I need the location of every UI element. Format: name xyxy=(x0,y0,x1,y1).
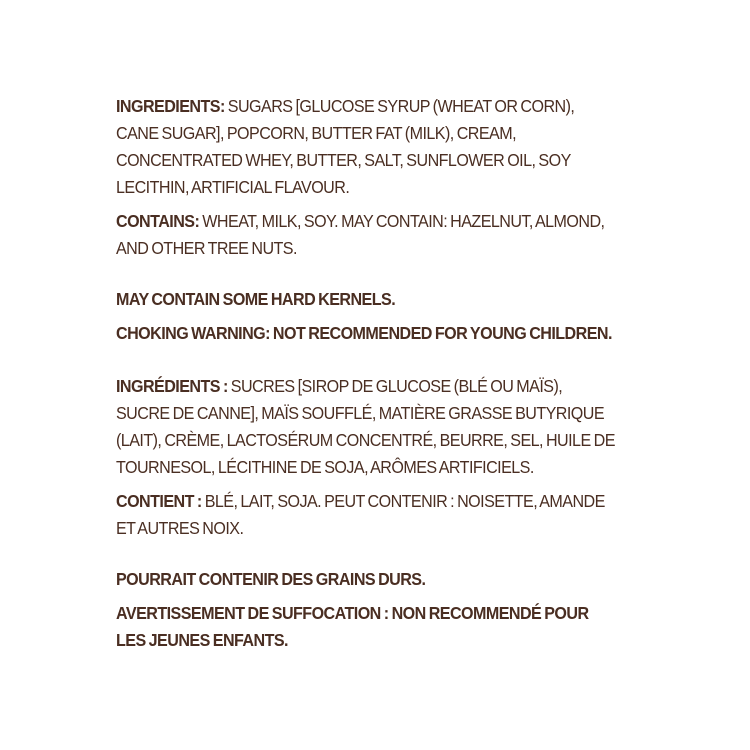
french-ingredients-heading: INGRÉDIENTS : xyxy=(116,376,228,396)
french-contains-heading: CONTIENT : xyxy=(116,491,202,511)
french-kernels-warning: POURRAIT CONTENIR DES GRAINS DURS. xyxy=(116,569,426,589)
french-allergen-list: BLÉ, LAIT, SOJA. PEUT CONTENIR : NOISETTE, AMANDE ET AUTRES NOIX. xyxy=(116,491,605,538)
ingredient-label xyxy=(116,93,617,654)
english-kernels-warning: MAY CONTAIN SOME HARD KERNELS. xyxy=(116,289,396,309)
english-contains-paragraph xyxy=(116,208,617,262)
french-contains-paragraph xyxy=(116,488,617,542)
english-ingredients-list: SUGARS [GLUCOSE SYRUP (WHEAT OR CORN), CANE SUGAR], POPCORN, BUTTER FAT (MILK), CREAM, CONCENTRATED WHEY, BUTTER, SALT, SUNFLOWER OIL, SOY LECITHIN, ARTIFICIAL FLAVOUR. xyxy=(116,96,575,197)
english-ingredients-paragraph xyxy=(116,93,617,201)
french-ingredients-list: SUCRES [SIROP DE GLUCOSE (BLÉ OU MAÏS), SUCRE DE CANNE], MAÏS SOUFFLÉ, MATIÈRE GRASSE BUTYRIQUE (LAIT), CRÈME, LACTOSÉRUM CONCENTRÉ, BEURRE, SEL, HUILE DE TOURNESOL, LÉCITHINE DE SOJA, ARÔMES ARTIFICIELS. xyxy=(116,376,615,477)
french-ingredients-paragraph xyxy=(116,373,617,481)
french-choking-warning: AVERTISSEMENT DE SUFFOCATION : NON RECOMMENDÉ POUR LES JEUNES ENFANTS. xyxy=(116,603,589,650)
english-ingredients-heading: INGREDIENTS: xyxy=(116,96,225,116)
english-allergen-list: WHEAT, MILK, SOY. MAY CONTAIN: HAZELNUT, ALMOND, AND OTHER TREE NUTS. xyxy=(116,211,605,258)
english-choking-warning: CHOKING WARNING: NOT RECOMMENDED FOR YOUNG CHILDREN. xyxy=(116,323,612,343)
english-contains-heading: CONTAINS: xyxy=(116,211,200,231)
